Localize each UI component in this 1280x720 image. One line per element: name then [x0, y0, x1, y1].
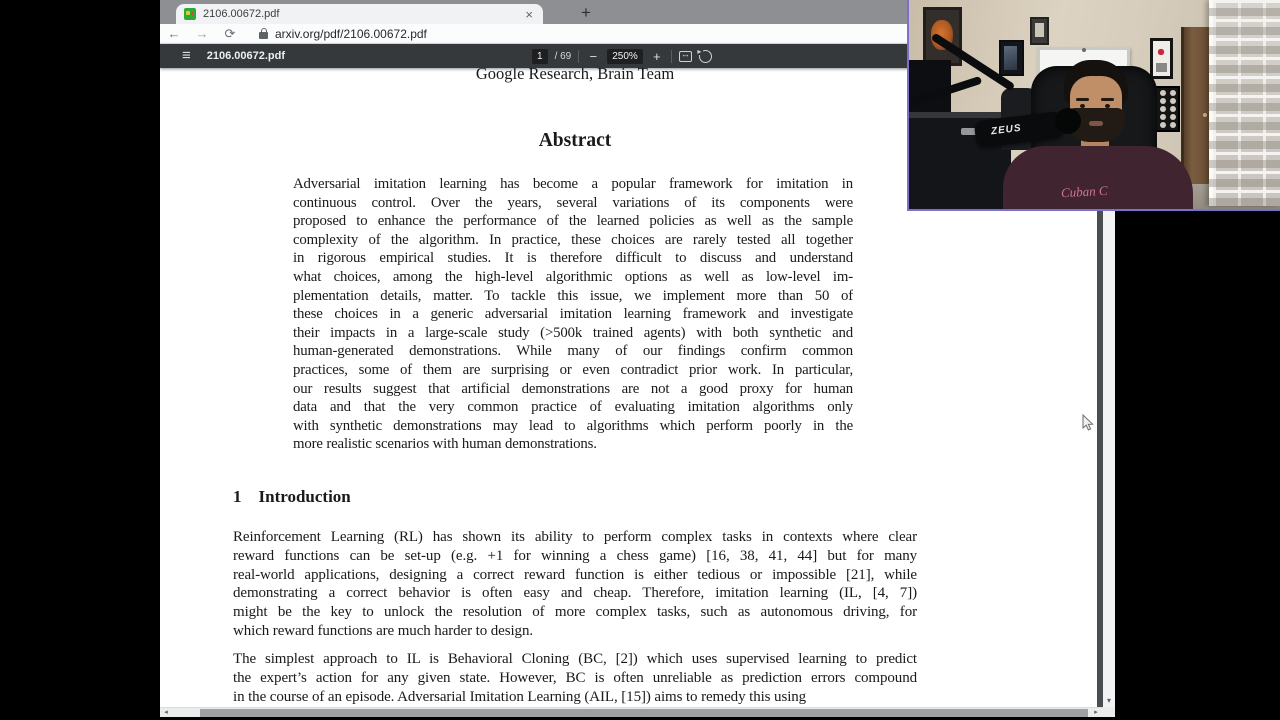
scroll-right-arrow-icon[interactable]: ▸ — [1094, 709, 1098, 716]
text-line: human-generated demonstrations. While many of our findings confirm common — [293, 343, 853, 360]
text-line: what choices, among the high-level algorithmic options as well as low-level im- — [293, 268, 853, 285]
person-mouth — [1089, 121, 1103, 126]
url-field[interactable]: arxiv.org/pdf/2106.00672.pdf — [275, 26, 427, 41]
text-line: reward functions can be set-up (e.g. +1 for winning a chess game) [16, 38, 41, 44] but for many — [233, 547, 917, 564]
text-line: The simplest approach to IL is Behavioral Cloning (BC, [2]) which uses supervised learning to predict — [233, 651, 917, 667]
mic-grille — [1055, 108, 1081, 134]
reload-icon[interactable]: ⟳ — [224, 25, 236, 41]
horizontal-scrollbar[interactable] — [160, 707, 1103, 717]
wall-photo-frame — [999, 40, 1024, 76]
webcam-overlay — [907, 0, 1280, 211]
person-shirt — [1003, 146, 1193, 211]
text-line: these choices in a generic adversarial imitation learning framework and investigate — [293, 306, 853, 323]
fit-page-icon[interactable] — [679, 51, 692, 62]
toolbar-divider — [671, 50, 672, 63]
wall-plaque — [1030, 17, 1049, 45]
text-line: more realistic scenarios with human demonstrations. — [293, 436, 597, 453]
shelf-shading — [1209, 0, 1280, 206]
browser-tab[interactable] — [176, 4, 543, 24]
pdf-page-controls — [532, 44, 712, 68]
text-line: the expert’s action for any given state. However, BC is often unreliable as prediction errors compound — [233, 669, 917, 686]
text-line: complexity of the algorithm. In practice, these choices are rarely tested all together — [293, 231, 853, 248]
text-line: might be the key to unlock the resolution of more complex tasks, such as autonomous driving, for — [233, 604, 917, 621]
text-line: with synthetic demonstrations may lead to algorithms which perform poorly in the — [293, 417, 853, 434]
affiliation-line: Google Research, Brain Team — [475, 68, 675, 83]
forward-icon[interactable]: → — [195, 26, 209, 41]
section-title: Introduction — [258, 487, 351, 506]
back-icon[interactable]: ← — [167, 26, 181, 41]
text-line: which reward functions are much harder to design. — [233, 622, 533, 639]
section-heading — [233, 487, 351, 507]
mouse-cursor — [1082, 414, 1094, 432]
door — [1181, 27, 1210, 184]
zoom-out-button[interactable]: − — [589, 48, 598, 64]
abstract-paragraph — [293, 175, 853, 454]
zoom-in-button[interactable]: + — [653, 48, 661, 64]
pdf-menu-icon[interactable]: ≡ — [182, 47, 191, 64]
tab-title: 2106.00672.pdf — [203, 8, 280, 20]
page-number-input[interactable]: 1 — [532, 49, 548, 64]
text-line: in the course of an episode. Adversarial Imitation Learning (AIL, [15]) aims to remedy this using — [233, 688, 807, 705]
horizontal-scrollbar-thumb[interactable] — [200, 709, 1088, 717]
zoom-level[interactable]: 250% — [607, 49, 643, 64]
pdf-filename: 2106.00672.pdf — [206, 50, 286, 62]
new-tab-button[interactable]: + — [581, 3, 591, 22]
pdf-favicon-icon — [184, 8, 196, 20]
text-line: proposed to enhance the performance of the learned policies as well as the sample — [293, 213, 853, 230]
section-number: 1 — [233, 487, 242, 506]
text-line: in rigorous empirical studies. It is therefore difficult to discuss and understand — [293, 250, 853, 267]
text-line: demonstrating a correct behavior is often easy and cheap. Therefore, imitation learning (IL, [4, 7]) — [233, 585, 917, 602]
text-line: Reinforcement Learning (RL) has shown its ability to perform complex tasks in contexts where clear — [233, 529, 917, 545]
text-line: continuous control. Over the years, several variations of its components were — [293, 194, 853, 211]
intro-paragraph-2 — [233, 650, 917, 706]
text-line: practices, some of them are surprising or even contradict prior work. In particular, — [293, 361, 853, 378]
scrollbar-corner — [1103, 707, 1115, 717]
rotate-icon[interactable] — [699, 50, 712, 63]
text-line: real-world applications, designing a correct reward function is either tedious or impossible [21], while — [233, 566, 917, 583]
photo-collage-frame — [1150, 38, 1173, 79]
mic-label: ZEUS — [990, 122, 1023, 138]
text-line: Adversarial imitation learning has become a popular framework for imitation in — [293, 176, 853, 192]
lock-icon[interactable] — [259, 28, 268, 39]
scroll-left-arrow-icon[interactable]: ◂ — [164, 709, 168, 716]
tab-close-icon[interactable]: × — [525, 6, 533, 22]
text-line: our results suggest that artificial demonstrations are not a good proxy for human — [293, 380, 853, 397]
abstract-heading: Abstract — [538, 130, 612, 151]
shirt-text: Cuban C — [1060, 182, 1108, 201]
text-line: their impacts in a large-scale study (>500k trained agents) with both synthetic and — [293, 324, 853, 341]
toolbar-divider — [578, 50, 579, 63]
text-line: plementation details, matter. To tackle this issue, we implement more than 50 of — [293, 287, 853, 304]
text-line: data and that the very common practice of evaluating imitation algorithms only — [293, 399, 853, 416]
scroll-down-arrow-icon[interactable]: ▾ — [1106, 696, 1111, 705]
intro-paragraph-1 — [233, 528, 917, 641]
page-total: / 69 — [554, 50, 572, 62]
